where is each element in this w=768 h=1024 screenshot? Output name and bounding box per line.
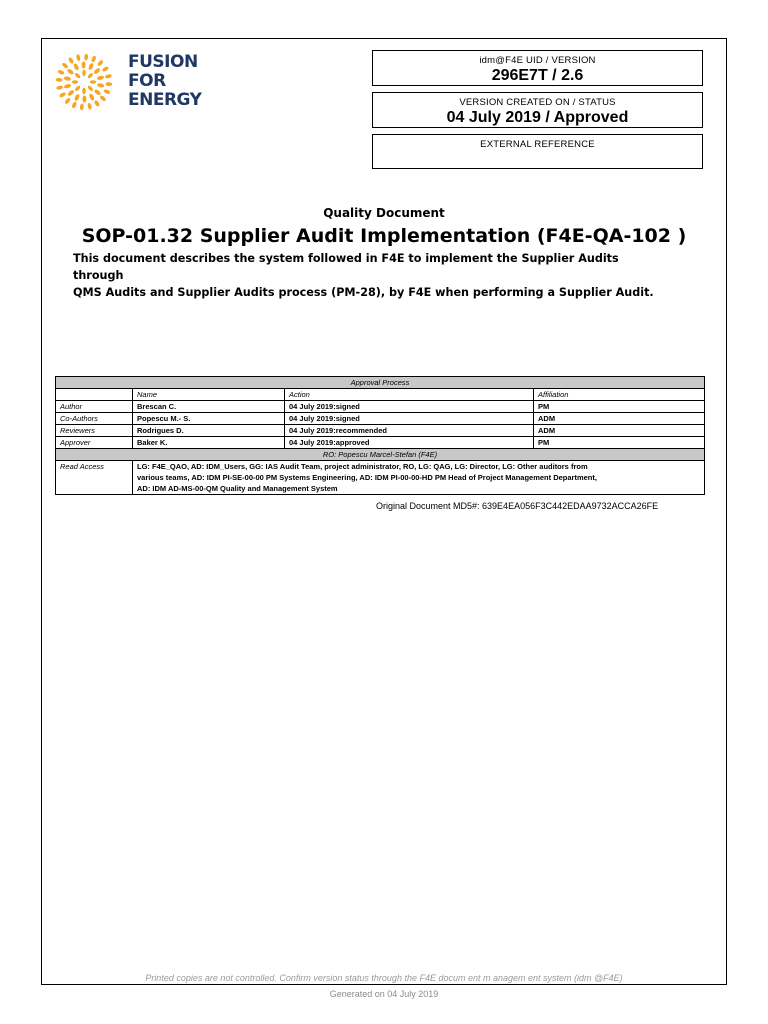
document-description	[73, 250, 673, 301]
logo-petal	[71, 101, 77, 109]
logo-petal	[87, 72, 94, 79]
logo-petal	[87, 103, 92, 110]
external-reference-label: EXTERNAL REFERENCE	[480, 139, 595, 150]
sun-emblem-icon	[50, 50, 118, 114]
logo-petal	[61, 62, 69, 69]
ro-row	[56, 449, 705, 461]
approval-title: Approval Process	[56, 377, 705, 389]
approval-header-row	[56, 389, 705, 401]
logo-petal	[64, 83, 72, 89]
logo-petal	[97, 59, 104, 67]
logo-petal	[88, 62, 95, 70]
uid-version-label: idm@F4E UID / VERSION	[479, 55, 596, 66]
logo-petal	[99, 95, 107, 102]
logo-line-1: FUSION	[128, 52, 198, 72]
logo-petal	[84, 54, 88, 61]
logo-petal	[68, 57, 75, 65]
version-status-box	[372, 92, 703, 128]
header-name: Name	[133, 389, 285, 401]
logo-petal	[94, 100, 101, 108]
row-action: 04 July 2019:approved	[285, 437, 534, 449]
row-action: 04 July 2019:signed	[285, 401, 534, 413]
logo-petal	[63, 76, 71, 81]
logo-petal	[56, 78, 63, 82]
logo-line-2: FOR	[128, 71, 166, 91]
logo-petal	[97, 83, 105, 88]
read-access-list	[133, 461, 705, 495]
logo-petal	[66, 68, 74, 76]
header-role	[56, 389, 133, 401]
logo-petal	[82, 61, 86, 68]
table-row	[56, 401, 705, 413]
logo-petal	[87, 85, 94, 92]
logo-petal	[90, 80, 96, 84]
page-frame	[41, 38, 727, 985]
logo-petal	[57, 69, 65, 75]
fusion-for-energy-logo	[50, 50, 210, 114]
version-status-label: VERSION CREATED ON / STATUS	[459, 97, 616, 108]
row-affiliation: PM	[534, 437, 705, 449]
read-access-line-3: AD: IDM AD-MS-00-QM Quality and Management System	[137, 484, 338, 493]
logo-petal	[105, 74, 112, 79]
logo-petal	[88, 93, 95, 101]
read-access-line-1: LG: F4E_QAO, AD: IDM_Users, GG: IAS Audit Team, project administrator, RO, LG: QAG, LG: Director, LG: Other auditors from	[137, 462, 588, 471]
row-action: 04 July 2019:recommended	[285, 425, 534, 437]
uid-version-box	[372, 50, 703, 86]
logo-petal	[82, 88, 86, 94]
row-role: Author	[56, 401, 133, 413]
logo-petal	[74, 85, 81, 92]
header-action: Action	[285, 389, 534, 401]
logo-wordmark	[128, 53, 201, 110]
description-line-2: QMS Audits and Supplier Audits process (PM-28), by F4E when performing a Supplier Audit.	[73, 286, 654, 299]
row-name: Rodrigues D.	[133, 425, 285, 437]
logo-petal	[82, 95, 86, 102]
uid-version-value: 296E7T / 2.6	[491, 67, 584, 84]
logo-petal	[82, 70, 86, 76]
ro-line: RO: Popescu Marcel-Stefan (F4E)	[56, 449, 705, 461]
external-reference-box	[372, 134, 703, 169]
logo-petal	[93, 89, 101, 97]
read-access-line-2: various teams, AD: IDM PI-SE-00-00 PM Systems Engineering, AD: IDM PI-00-00-HD PM Head of Project Management Department,	[137, 473, 597, 482]
version-status-value: 04 July 2019 / Approved	[446, 109, 629, 126]
logo-petal	[91, 55, 97, 63]
logo-petal	[73, 63, 80, 71]
row-role: Reviewers	[56, 425, 133, 437]
logo-petal	[102, 66, 110, 73]
logo-petal	[103, 89, 111, 95]
logo-petal	[96, 75, 104, 81]
read-access-row	[56, 461, 705, 495]
approval-table	[55, 376, 705, 495]
document-kind: Quality Document	[323, 206, 445, 220]
row-name: Popescu M.- S.	[133, 413, 285, 425]
logo-petal	[76, 54, 81, 61]
row-action: 04 July 2019:signed	[285, 413, 534, 425]
printed-copies-note: Printed copies are not controlled. Confirm version status through the F4E docum ent m anagem ent system (idm @F4E)	[145, 973, 623, 983]
row-role: Approver	[56, 437, 133, 449]
table-row	[56, 425, 705, 437]
row-role: Co-Authors	[56, 413, 133, 425]
logo-line-3: ENERGY	[128, 90, 202, 110]
row-affiliation: PM	[534, 401, 705, 413]
row-affiliation: ADM	[534, 413, 705, 425]
logo-petal	[59, 92, 67, 99]
logo-petal	[105, 82, 112, 86]
row-name: Brescan C.	[133, 401, 285, 413]
row-name: Baker K.	[133, 437, 285, 449]
logo-petal	[74, 72, 81, 79]
logo-petal	[74, 93, 81, 101]
generated-date: Generated on 04 July 2019	[329, 989, 439, 999]
document-title: SOP-01.32 Supplier Audit Implementation (F4E-QA-102 )	[81, 225, 687, 247]
read-access-label: Read Access	[56, 461, 133, 495]
logo-petal	[64, 97, 71, 105]
table-row	[56, 413, 705, 425]
row-affiliation: ADM	[534, 425, 705, 437]
header-affiliation: Affiliation	[534, 389, 705, 401]
logo-petal	[67, 89, 75, 97]
table-row	[56, 437, 705, 449]
logo-petal	[56, 85, 63, 90]
description-line-1: This document describes the system followed in F4E to implement the Supplier Audits through	[73, 252, 619, 282]
logo-petal	[93, 67, 101, 75]
logo-petal	[72, 80, 78, 84]
approval-title-row	[56, 377, 705, 389]
logo-petal	[80, 103, 84, 110]
md5-checksum: Original Document MD5#: 639E4EA056F3C442EDAA9732ACCA26FE	[376, 501, 659, 511]
